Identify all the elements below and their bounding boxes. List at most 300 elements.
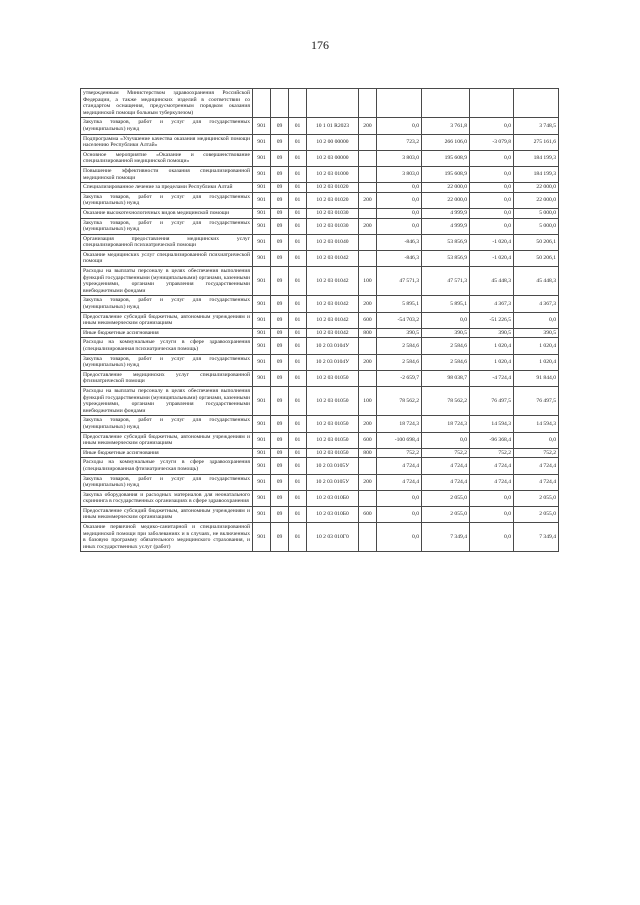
amount-cell-4: 0,0 [514,432,559,448]
section-code-cell: 09 [271,328,289,338]
target-article-cell: 10 1 01 R2023 [307,118,359,134]
amount-cell-3: 0,0 [470,218,514,234]
expense-type-cell [359,134,377,150]
section-code-cell: 09 [271,134,289,150]
name-cell: Подпрограмма «Улучшение качества оказания медицинской помощи населению Республики Алтай» [81,134,253,150]
grbs-code-cell: 901 [253,523,271,552]
expense-type-cell: 200 [359,296,377,312]
target-article-cell: 10 2 03 01050 [307,432,359,448]
expense-type-cell: 200 [359,416,377,432]
name-cell: Закупка товаров, работ и услуг для государственных (муниципальных) нужд [81,192,253,208]
amount-cell-4: 3 748,5 [514,118,559,134]
name-cell: утвержденным Министерством здравоохранения Российской Федерации, а также медицинских изделий в соответствии со стандартом оснащения, предусмотренным порядком оказания медицинской помощи больным туберкулезом) [81,89,253,118]
grbs-code-cell: 901 [253,267,271,296]
expense-type-cell [359,370,377,386]
table-row [81,208,559,218]
grbs-code-cell: 901 [253,432,271,448]
section-code-cell: 09 [271,208,289,218]
amount-cell-2: 2 055,0 [422,506,470,522]
amount-cell-4: 390,5 [514,328,559,338]
name-cell: Расходы на выплаты персоналу в целях обеспечения выполнения функций государственными (муниципальными) органами, казенными учреждениями, органами управления государственными внебюджетными фондами [81,267,253,296]
amount-cell-3: -1 020,4 [470,250,514,266]
target-article-cell: 10 2 00 00000 [307,134,359,150]
table-row [81,354,559,370]
amount-cell-1: 0,0 [377,183,422,193]
amount-cell-4: 1 020,4 [514,354,559,370]
name-cell: Расходы на выплаты персоналу в целях обеспечения выполнения функций государственными (муниципальными) органами, казенными учреждениями, органами управления государственными внебюджетными фондами [81,386,253,415]
section-code-cell: 09 [271,166,289,182]
table-row [81,150,559,166]
amount-cell-3: 0,0 [470,208,514,218]
section-code-cell: 09 [271,523,289,552]
name-cell: Предоставление субсидий бюджетным, автономным учреждениям и иным некоммерческим организациям [81,432,253,448]
amount-cell-1: -2 659,7 [377,370,422,386]
expense-type-cell [359,150,377,166]
section-code-cell: 09 [271,150,289,166]
amount-cell-3: -4 724,4 [470,370,514,386]
target-article-cell: 10 2 03 01020 [307,192,359,208]
amount-cell-1: -846,3 [377,250,422,266]
expense-type-cell: 800 [359,328,377,338]
amount-cell-3: -96 368,4 [470,432,514,448]
table-row [81,416,559,432]
amount-cell-2: 195 608,9 [422,150,470,166]
subsection-code-cell: 01 [289,134,307,150]
target-article-cell: 10 2 03 01030 [307,208,359,218]
amount-cell-1: 0,0 [377,490,422,506]
amount-cell-1: 47 571,3 [377,267,422,296]
table-row [81,267,559,296]
table-row [81,386,559,415]
section-code-cell: 09 [271,474,289,490]
amount-cell-2: 2 584,6 [422,354,470,370]
amount-cell-3: 0,0 [470,506,514,522]
amount-cell-3: -51 226,5 [470,312,514,328]
name-cell: Закупка товаров, работ и услуг для государственных (муниципальных) нужд [81,416,253,432]
expense-type-cell: 800 [359,448,377,458]
amount-cell-3: 76 497,5 [470,386,514,415]
amount-cell-3: 1 020,4 [470,338,514,354]
expense-type-cell: 100 [359,267,377,296]
grbs-code-cell: 901 [253,134,271,150]
section-code-cell: 09 [271,250,289,266]
amount-cell-1: -846,3 [377,234,422,250]
amount-cell-2: 0,0 [422,312,470,328]
table-row [81,523,559,552]
target-article-cell: 10 2 03 010Б0 [307,490,359,506]
section-code-cell: 09 [271,448,289,458]
amount-cell-2: 0,0 [422,432,470,448]
amount-cell-1: 0,0 [377,523,422,552]
amount-cell-2: 195 608,9 [422,166,470,182]
subsection-code-cell: 01 [289,312,307,328]
table-row [81,506,559,522]
amount-cell-2: 53 856,9 [422,234,470,250]
grbs-code-cell: 901 [253,386,271,415]
amount-cell-2: 53 856,9 [422,250,470,266]
subsection-code-cell: 01 [289,432,307,448]
amount-cell-2 [422,89,470,118]
amount-cell-2: 3 761,8 [422,118,470,134]
grbs-code-cell: 901 [253,208,271,218]
expense-type-cell: 100 [359,386,377,415]
target-article-cell: 10 2 03 01042 [307,328,359,338]
name-cell: Предоставление субсидий бюджетным, автономным учреждениям и иным некоммерческим организациям [81,312,253,328]
table-row [81,296,559,312]
target-article-cell: 10 2 03 0104У [307,354,359,370]
amount-cell-1: 2 584,6 [377,338,422,354]
expense-type-cell [359,458,377,474]
expense-type-cell [359,234,377,250]
section-code-cell: 09 [271,416,289,432]
name-cell: Иные бюджетные ассигнования [81,448,253,458]
amount-cell-4: 2 055,0 [514,490,559,506]
amount-cell-2: 4 724,4 [422,474,470,490]
subsection-code-cell: 01 [289,370,307,386]
amount-cell-4: 1 020,4 [514,338,559,354]
amount-cell-4: 22 000,0 [514,192,559,208]
page-number: 176 [311,38,329,52]
amount-cell-1: 0,0 [377,506,422,522]
budget-table [80,88,559,552]
subsection-code-cell: 01 [289,166,307,182]
amount-cell-4: 22 000,0 [514,183,559,193]
amount-cell-4: 5 000,0 [514,208,559,218]
expense-type-cell: 200 [359,118,377,134]
amount-cell-4 [514,89,559,118]
subsection-code-cell [289,89,307,118]
name-cell: Оказание высокотехнологичных видов медицинской помощи [81,208,253,218]
table-row [81,234,559,250]
amount-cell-4: 76 497,5 [514,386,559,415]
amount-cell-1: 0,0 [377,208,422,218]
amount-cell-1: 3 803,0 [377,166,422,182]
grbs-code-cell: 901 [253,328,271,338]
amount-cell-4: 4 367,3 [514,296,559,312]
amount-cell-3: 0,0 [470,183,514,193]
subsection-code-cell: 01 [289,118,307,134]
name-cell: Оказание медицинских услуг специализированной психиатрической помощи [81,250,253,266]
table-row [81,370,559,386]
expense-type-cell [359,183,377,193]
expense-type-cell: 600 [359,432,377,448]
target-article-cell: 10 2 03 01042 [307,312,359,328]
target-article-cell: 10 2 03 0104У [307,338,359,354]
table-body [81,89,559,552]
section-code-cell: 09 [271,234,289,250]
section-code-cell: 09 [271,458,289,474]
grbs-code-cell: 901 [253,150,271,166]
subsection-code-cell: 01 [289,506,307,522]
table-row [81,89,559,118]
amount-cell-4: 4 724,4 [514,474,559,490]
subsection-code-cell: 01 [289,234,307,250]
amount-cell-2: 7 349,4 [422,523,470,552]
amount-cell-3: 752,2 [470,448,514,458]
name-cell: Закупка товаров, работ и услуг для государственных (муниципальных) нужд [81,296,253,312]
amount-cell-1: 5 895,1 [377,296,422,312]
grbs-code-cell: 901 [253,183,271,193]
amount-cell-2: 266 106,0 [422,134,470,150]
section-code-cell: 09 [271,354,289,370]
target-article-cell: 10 2 03 01042 [307,250,359,266]
amount-cell-4: 45 448,3 [514,267,559,296]
target-article-cell: 10 2 03 01050 [307,370,359,386]
table-row [81,250,559,266]
amount-cell-2: 4 999,9 [422,218,470,234]
amount-cell-3: 390,5 [470,328,514,338]
amount-cell-2: 752,2 [422,448,470,458]
amount-cell-4: 14 594,3 [514,416,559,432]
amount-cell-3: 0,0 [470,192,514,208]
expense-type-cell: 200 [359,218,377,234]
amount-cell-3: -1 020,4 [470,234,514,250]
expense-type-cell: 600 [359,312,377,328]
amount-cell-4: 752,2 [514,448,559,458]
expense-type-cell [359,250,377,266]
name-cell: Предоставление медицинских услуг специализированной фтизиатрической помощи [81,370,253,386]
grbs-code-cell: 901 [253,234,271,250]
grbs-code-cell: 901 [253,250,271,266]
name-cell: Иные бюджетные ассигнования [81,328,253,338]
amount-cell-4: 2 055,0 [514,506,559,522]
section-code-cell: 09 [271,218,289,234]
amount-cell-3: 1 020,4 [470,354,514,370]
expense-type-cell [359,208,377,218]
expense-type-cell [359,89,377,118]
section-code-cell: 09 [271,370,289,386]
amount-cell-4: 5 000,0 [514,218,559,234]
amount-cell-3: -3 079,8 [470,134,514,150]
table-row [81,218,559,234]
name-cell: Закупка оборудования и расходных материалов для неонатального скрининга в государственных организациях в сфере здравоохранения [81,490,253,506]
section-code-cell: 09 [271,118,289,134]
table-row [81,448,559,458]
amount-cell-2: 18 724,3 [422,416,470,432]
amount-cell-1: 4 724,4 [377,458,422,474]
amount-cell-1: 0,0 [377,218,422,234]
amount-cell-3: 4 724,4 [470,474,514,490]
amount-cell-2: 5 895,1 [422,296,470,312]
section-code-cell: 09 [271,312,289,328]
table-row [81,432,559,448]
expense-type-cell: 600 [359,506,377,522]
table-row [81,118,559,134]
target-article-cell: 10 2 03 010Б0 [307,506,359,522]
amount-cell-1: 2 584,6 [377,354,422,370]
amount-cell-3: 0,0 [470,150,514,166]
amount-cell-1: -100 698,4 [377,432,422,448]
amount-cell-1: 390,5 [377,328,422,338]
target-article-cell: 10 2 03 0105У [307,474,359,490]
amount-cell-3: 4 724,4 [470,458,514,474]
name-cell: Организация предоставления медицинских услуг специализированной психиатрической помощи [81,234,253,250]
amount-cell-2: 78 562,2 [422,386,470,415]
expense-type-cell: 200 [359,192,377,208]
amount-cell-1: 0,0 [377,118,422,134]
amount-cell-4: 7 349,4 [514,523,559,552]
amount-cell-1: 4 724,4 [377,474,422,490]
amount-cell-2: 390,5 [422,328,470,338]
section-code-cell: 09 [271,386,289,415]
amount-cell-1: 3 803,0 [377,150,422,166]
amount-cell-3: 14 594,3 [470,416,514,432]
grbs-code-cell: 901 [253,506,271,522]
amount-cell-2: 22 000,0 [422,192,470,208]
name-cell: Оказание первичной медико-санитарной и специализированной медицинской помощи при заболеваниях и в случаях, не включенных в базовую программу обязательного медицинского страхования, и иных государственных услуг (работ) [81,523,253,552]
amount-cell-4: 184 199,3 [514,166,559,182]
expense-type-cell [359,490,377,506]
target-article-cell: 10 2 03 0105У [307,458,359,474]
amount-cell-4: 0,0 [514,312,559,328]
target-article-cell [307,89,359,118]
expense-type-cell [359,338,377,354]
target-article-cell: 10 2 03 00000 [307,150,359,166]
grbs-code-cell: 901 [253,192,271,208]
expense-type-cell [359,166,377,182]
subsection-code-cell: 01 [289,458,307,474]
target-article-cell: 10 2 03 01050 [307,386,359,415]
subsection-code-cell: 01 [289,183,307,193]
subsection-code-cell: 01 [289,192,307,208]
amount-cell-4: 50 206,1 [514,234,559,250]
grbs-code-cell: 901 [253,312,271,328]
grbs-code-cell: 901 [253,474,271,490]
amount-cell-4: 4 724,4 [514,458,559,474]
table-row [81,490,559,506]
name-cell: Закупка товаров, работ и услуг для государственных (муниципальных) нужд [81,474,253,490]
amount-cell-1: 18 724,3 [377,416,422,432]
subsection-code-cell: 01 [289,267,307,296]
amount-cell-1: 78 562,2 [377,386,422,415]
expense-type-cell: 200 [359,354,377,370]
subsection-code-cell: 01 [289,338,307,354]
grbs-code-cell: 901 [253,296,271,312]
table-row [81,134,559,150]
amount-cell-4: 91 844,0 [514,370,559,386]
grbs-code-cell: 901 [253,354,271,370]
subsection-code-cell: 01 [289,150,307,166]
amount-cell-1: 752,2 [377,448,422,458]
amount-cell-2: 4 724,4 [422,458,470,474]
grbs-code-cell: 901 [253,448,271,458]
amount-cell-3 [470,89,514,118]
amount-cell-1: 0,0 [377,192,422,208]
section-code-cell: 09 [271,192,289,208]
subsection-code-cell: 01 [289,490,307,506]
table-row [81,474,559,490]
amount-cell-3: 4 367,3 [470,296,514,312]
name-cell: Закупка товаров, работ и услуг для государственных (муниципальных) нужд [81,118,253,134]
expense-type-cell [359,523,377,552]
name-cell: Основное мероприятие «Оказание и совершенствование специализированной медицинской помощи» [81,150,253,166]
amount-cell-2: 98 038,7 [422,370,470,386]
table-row [81,328,559,338]
table-row [81,458,559,474]
table-row [81,312,559,328]
target-article-cell: 10 2 03 01050 [307,448,359,458]
grbs-code-cell [253,89,271,118]
subsection-code-cell: 01 [289,250,307,266]
target-article-cell: 10 2 03 01000 [307,166,359,182]
subsection-code-cell: 01 [289,474,307,490]
section-code-cell: 09 [271,490,289,506]
table-row [81,192,559,208]
subsection-code-cell: 01 [289,218,307,234]
table-row [81,183,559,193]
table-row [81,166,559,182]
grbs-code-cell: 901 [253,166,271,182]
subsection-code-cell: 01 [289,296,307,312]
section-code-cell: 09 [271,338,289,354]
grbs-code-cell: 901 [253,416,271,432]
amount-cell-3: 0,0 [470,523,514,552]
section-code-cell: 09 [271,267,289,296]
amount-cell-4: 50 206,1 [514,250,559,266]
grbs-code-cell: 901 [253,118,271,134]
target-article-cell: 10 2 03 01030 [307,218,359,234]
grbs-code-cell: 901 [253,458,271,474]
name-cell: Повышение эффективности оказания специализированной медицинской помощи [81,166,253,182]
target-article-cell: 10 2 03 01050 [307,416,359,432]
amount-cell-1: -54 703,2 [377,312,422,328]
target-article-cell: 10 2 03 01042 [307,296,359,312]
amount-cell-3: 0,0 [470,490,514,506]
target-article-cell: 10 2 03 01020 [307,183,359,193]
amount-cell-2: 2 584,6 [422,338,470,354]
subsection-code-cell: 01 [289,328,307,338]
amount-cell-2: 4 999,9 [422,208,470,218]
amount-cell-4: 275 161,6 [514,134,559,150]
amount-cell-1 [377,89,422,118]
amount-cell-3: 0,0 [470,118,514,134]
name-cell: Расходы на коммунальные услуги в сфере здравоохранения (специализированная психиатрическая помощь) [81,338,253,354]
amount-cell-3: 45 448,3 [470,267,514,296]
subsection-code-cell: 01 [289,416,307,432]
target-article-cell: 10 2 03 01040 [307,234,359,250]
amount-cell-2: 22 000,0 [422,183,470,193]
name-cell: Закупка товаров, работ и услуг для государственных (муниципальных) нужд [81,218,253,234]
subsection-code-cell: 01 [289,386,307,415]
grbs-code-cell: 901 [253,490,271,506]
amount-cell-3: 0,0 [470,166,514,182]
section-code-cell: 09 [271,432,289,448]
grbs-code-cell: 901 [253,370,271,386]
name-cell: Закупка товаров, работ и услуг для государственных (муниципальных) нужд [81,354,253,370]
subsection-code-cell: 01 [289,523,307,552]
amount-cell-2: 2 055,0 [422,490,470,506]
grbs-code-cell: 901 [253,218,271,234]
name-cell: Предоставление субсидий бюджетным, автономным учреждениям и иным некоммерческим организациям [81,506,253,522]
name-cell: Специализированное лечение за пределами Республики Алтай [81,183,253,193]
name-cell: Расходы на коммунальные услуги в сфере здравоохранения (специализированная фтизиатрическая помощь) [81,458,253,474]
subsection-code-cell: 01 [289,448,307,458]
amount-cell-2: 47 571,3 [422,267,470,296]
section-code-cell [271,89,289,118]
amount-cell-1: 723,2 [377,134,422,150]
section-code-cell: 09 [271,296,289,312]
table-row [81,338,559,354]
target-article-cell: 10 2 03 010Г0 [307,523,359,552]
expense-type-cell: 200 [359,474,377,490]
target-article-cell: 10 2 03 01042 [307,267,359,296]
subsection-code-cell: 01 [289,354,307,370]
section-code-cell: 09 [271,183,289,193]
section-code-cell: 09 [271,506,289,522]
amount-cell-4: 184 199,3 [514,150,559,166]
grbs-code-cell: 901 [253,338,271,354]
subsection-code-cell: 01 [289,208,307,218]
